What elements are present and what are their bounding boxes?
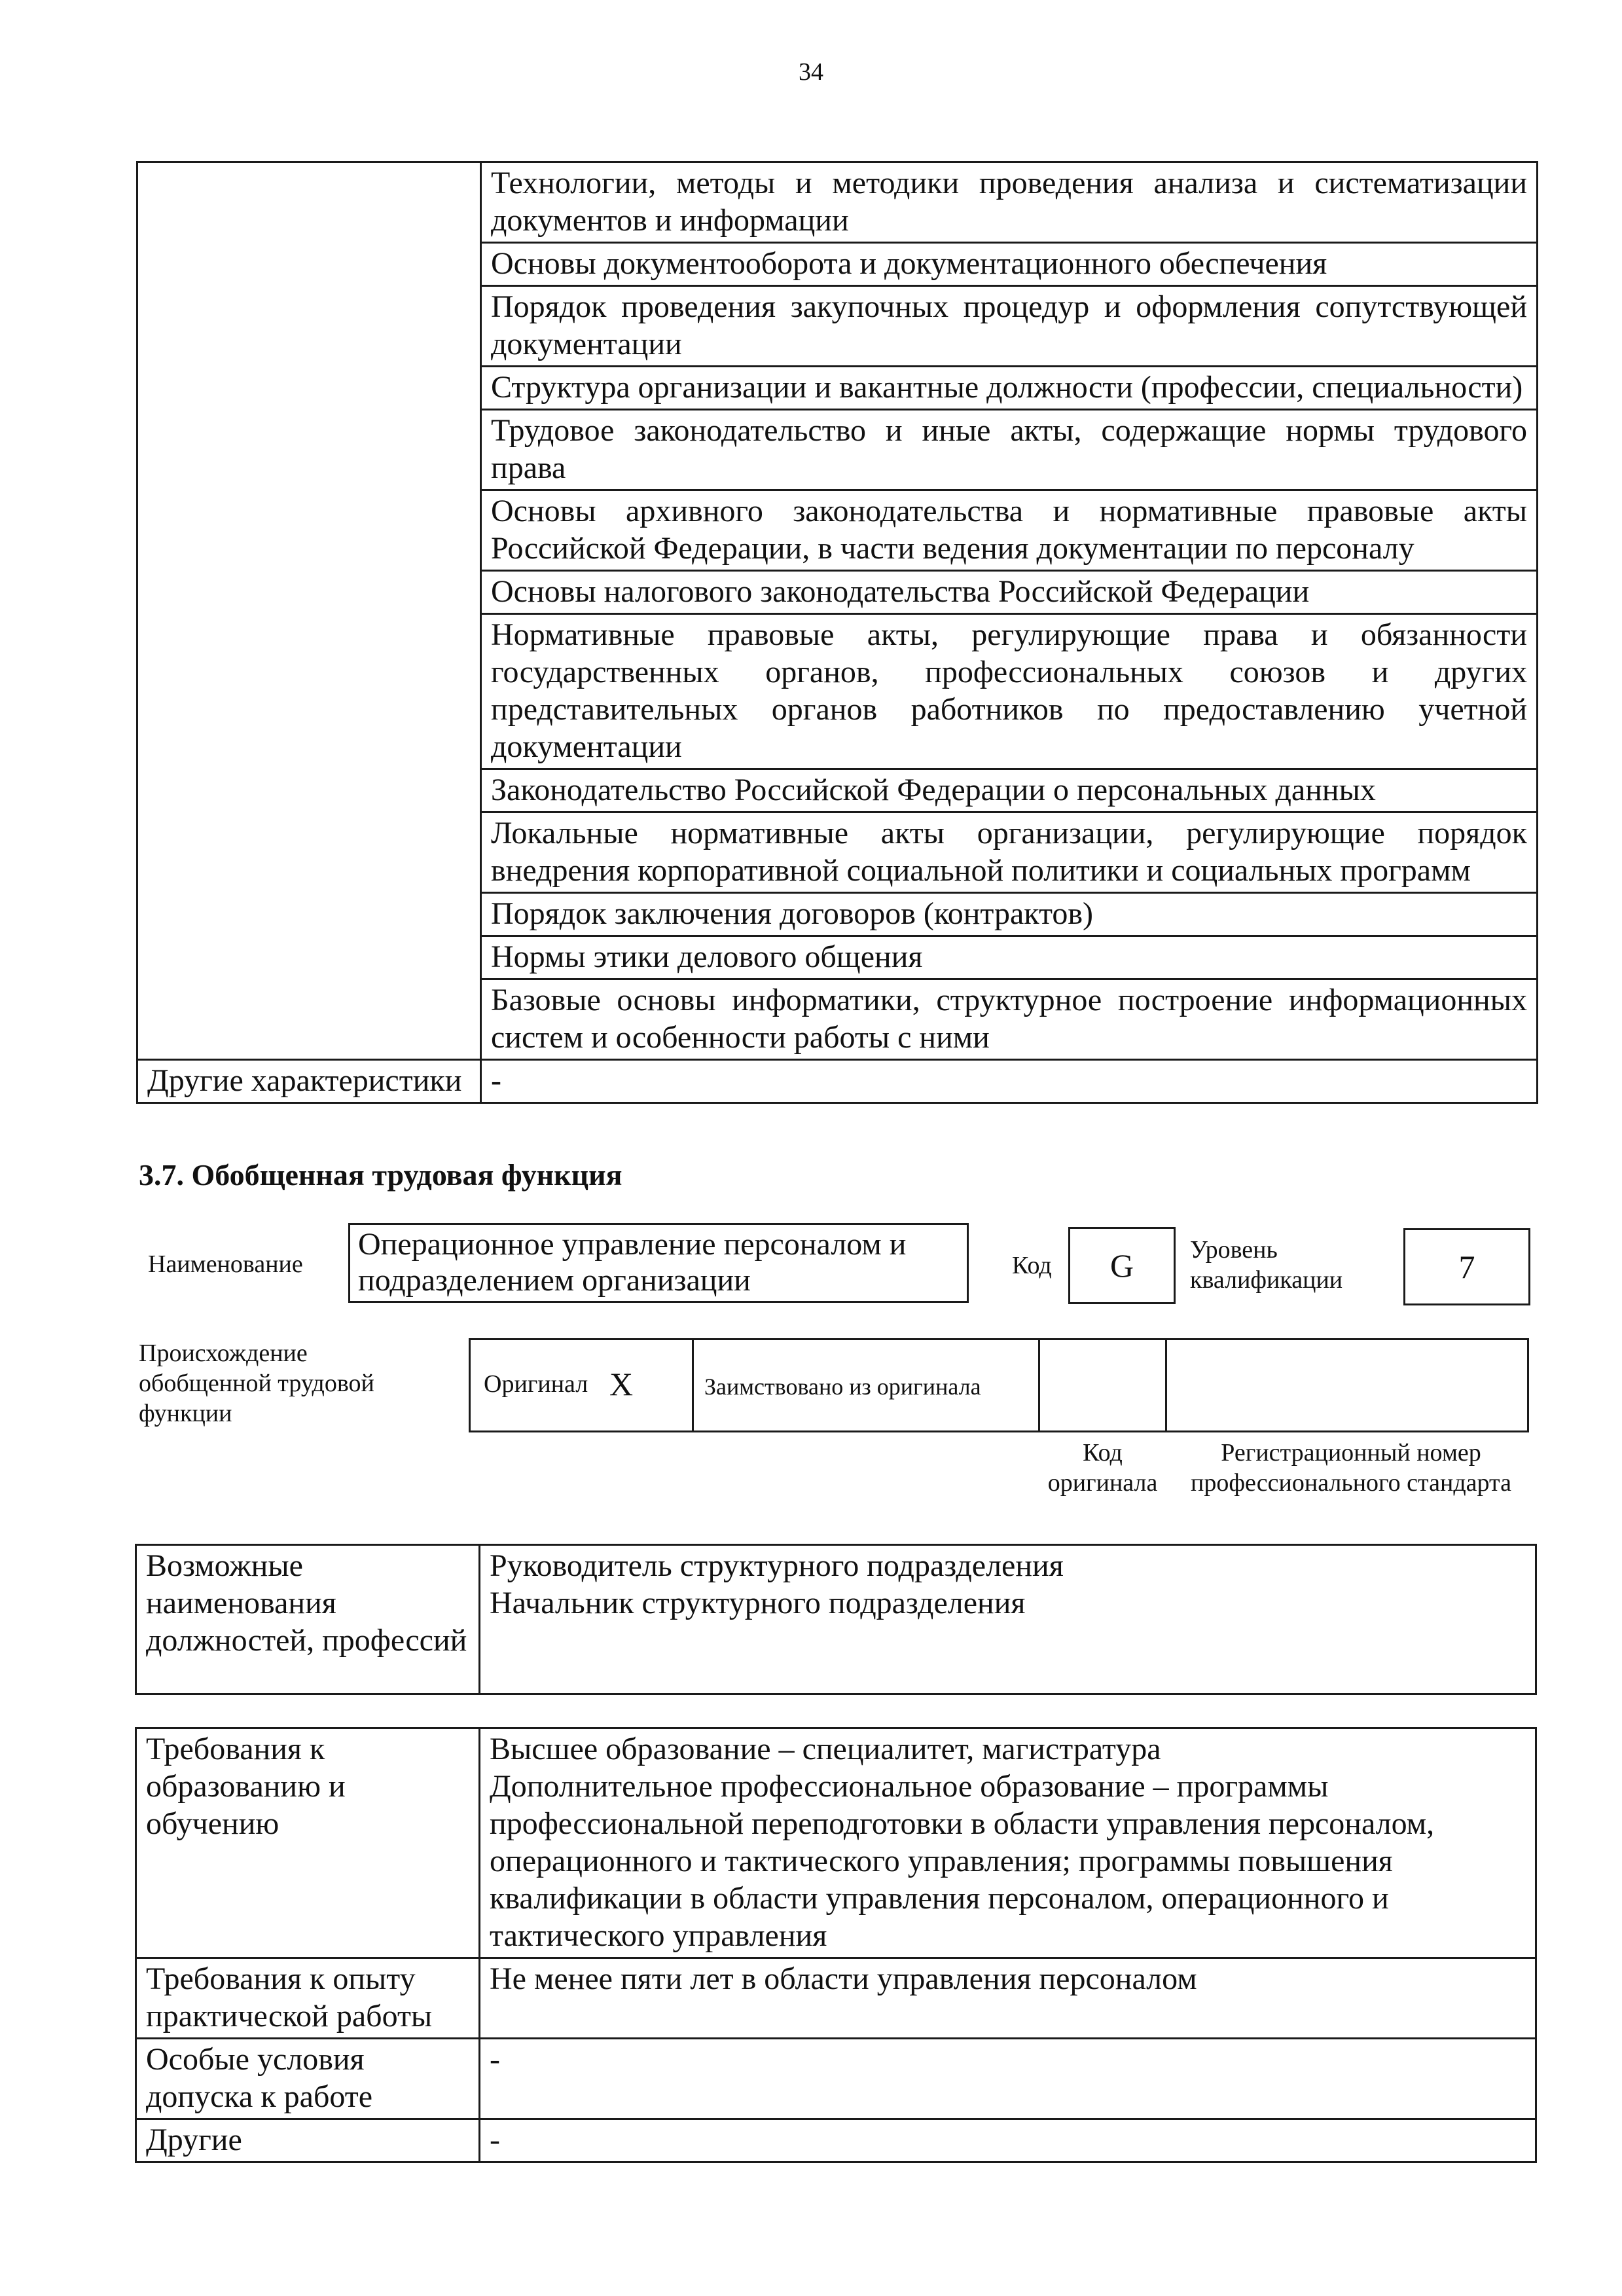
origin-label: Происхождение обобщенной трудовой функции	[139, 1339, 374, 1427]
positions-table	[135, 1544, 1537, 1695]
original-code-cell	[1038, 1338, 1167, 1432]
page-number: 34	[799, 58, 823, 86]
name-label: Наименование	[148, 1250, 303, 1278]
table-row	[137, 162, 1538, 243]
code-value: G	[1068, 1227, 1176, 1304]
original-cell	[469, 1338, 694, 1432]
function-name-value: Операционное управление персоналом и подразделением организации	[348, 1223, 969, 1303]
education-line: Дополнительное профессиональное образование – программы профессиональной переподготовки в области управления персоналом, операционного и тактического управления; программы повышения квалификации в области управления персоналом, операционного и тактического управления	[490, 1769, 1435, 1953]
borrowed-cell	[692, 1338, 1040, 1432]
borrowed-label: Заимствовано из оригинала	[704, 1374, 981, 1400]
education-label: Требования к образованию и обучению	[136, 1728, 480, 1958]
knowledge-item: Базовые основы информатики, структурное построение информационных систем и особенности работы с ними	[481, 979, 1538, 1060]
experience-label: Требования к опыту практической работы	[136, 1958, 480, 2039]
reg-number-cell	[1165, 1338, 1529, 1432]
knowledge-item: Порядок проведения закупочных процедур и оформления сопутствующей документации	[481, 286, 1538, 367]
knowledge-item: Основы налогового законодательства Российской Федерации	[481, 571, 1538, 614]
knowledge-item: Технологии, методы и методики проведения анализа и систематизации документов и информации	[481, 162, 1538, 243]
knowledge-label-cell	[137, 162, 481, 1060]
other-value: -	[480, 2119, 1536, 2162]
other-characteristics-value: -	[481, 1060, 1538, 1103]
position-title: Начальник структурного подразделения	[490, 1586, 1026, 1620]
knowledge-table	[136, 161, 1538, 1104]
knowledge-item: Структура организации и вакантные должности (профессии, специальности)	[481, 367, 1538, 410]
experience-value: Не менее пяти лет в области управления персоналом	[480, 1958, 1536, 2039]
table-row	[136, 2119, 1536, 2162]
other-characteristics-label: Другие характеристики	[137, 1060, 481, 1103]
code-label: Код	[1012, 1252, 1052, 1279]
positions-label: Возможные наименования должностей, профессий	[136, 1545, 480, 1694]
knowledge-item: Нормативные правовые акты, регулирующие права и обязанности государственных органов, профессиональных союзов и других представительных органов работников по предоставлению учетной документации	[481, 614, 1538, 769]
positions-value-cell	[480, 1545, 1536, 1694]
requirements-table	[135, 1727, 1537, 2163]
table-row	[136, 1728, 1536, 1958]
knowledge-item: Основы архивного законодательства и нормативные правовые акты Российской Федерации, в части ведения документации по персоналу	[481, 490, 1538, 571]
position-title: Руководитель структурного подразделения	[490, 1548, 1064, 1583]
table-row	[137, 1060, 1538, 1103]
education-line: Высшее образование – специалитет, магистратура	[490, 1732, 1161, 1766]
knowledge-item: Локальные нормативные акты организации, регулирующие порядок внедрения корпоративной социальной политики и социальных программ	[481, 812, 1538, 893]
reg-number-caption: Регистрационный номер профессионального стандарта	[1191, 1439, 1511, 1497]
table-row	[136, 1958, 1536, 2039]
level-value: 7	[1403, 1228, 1530, 1305]
knowledge-item: Трудовое законодательство и иные акты, содержащие нормы трудового права	[481, 410, 1538, 490]
original-mark: X	[609, 1366, 634, 1402]
knowledge-item: Нормы этики делового общения	[481, 936, 1538, 979]
education-value-cell	[480, 1728, 1536, 1958]
level-label: Уровень квалификации	[1190, 1236, 1343, 1294]
original-label: Оригинал	[484, 1370, 588, 1398]
section-heading: 3.7. Обобщенная трудовая функция	[139, 1158, 622, 1192]
table-row	[136, 1545, 1536, 1694]
other-label: Другие	[136, 2119, 480, 2162]
special-conditions-label: Особые условия допуска к работе	[136, 2039, 480, 2119]
knowledge-item: Порядок заключения договоров (контрактов)	[481, 893, 1538, 936]
table-row	[136, 2039, 1536, 2119]
knowledge-item: Законодательство Российской Федерации о персональных данных	[481, 769, 1538, 812]
original-code-caption: Код оригинала	[1047, 1439, 1158, 1497]
knowledge-item: Основы документооборота и документационного обеспечения	[481, 243, 1538, 286]
special-conditions-value: -	[480, 2039, 1536, 2119]
